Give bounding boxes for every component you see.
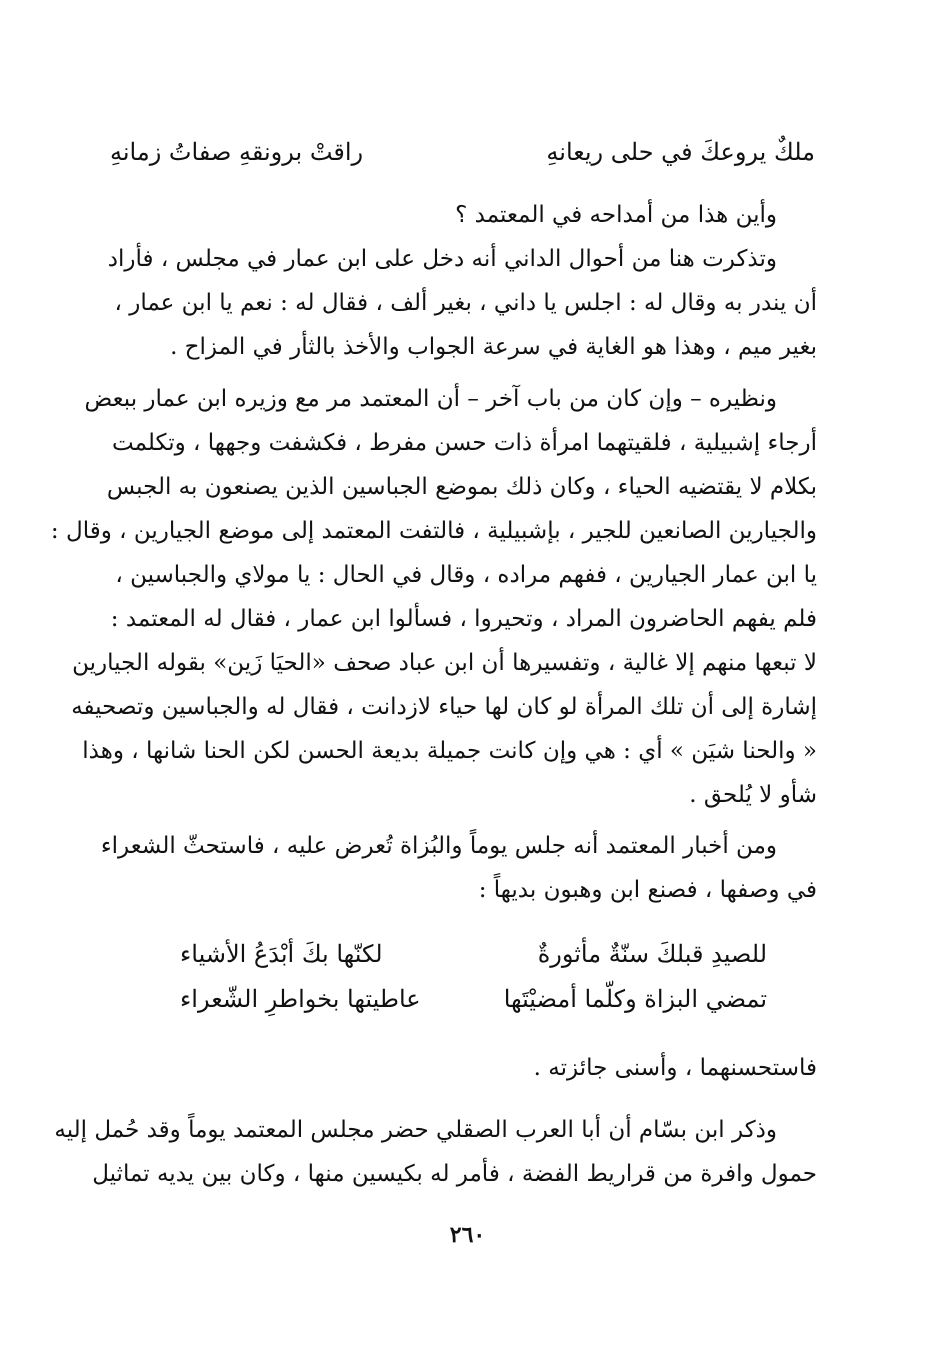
paragraph-line: بكلام لا يقتضيه الحياء ، وكان ذلك بموضع الجباسين الذين يصنعون به الجبس <box>106 474 817 500</box>
couplet-hemistich-1: تمضي البزاة وكلّما أمضيْتَها <box>503 985 767 1013</box>
paragraph-line: والجيارين الصانعين للجير ، بإشبيلية ، فالتفت المعتمد إلى موضع الجيارين ، وقال : <box>50 518 817 544</box>
couplet-hemistich-2: لكنّها بكَ أبْدَعُ الأشياء <box>180 940 383 968</box>
paragraph-line: في وصفها ، فصنع ابن وهبون بديهاً : <box>478 877 817 903</box>
paragraph-line: وأين هذا من أمداحه في المعتمد ؟ <box>455 202 777 228</box>
paragraph-line: بغير ميم ، وهذا هو الغاية في سرعة الجواب والأخذ بالثأر في المزاح . <box>170 334 817 360</box>
paragraph-1 <box>118 193 817 237</box>
paragraph-line: « والحنا شيَن » أي : هي وإن كانت جميلة بديعة الحسن لكن الحنا شانها ، وهذا <box>82 738 817 764</box>
couplet-row <box>180 985 767 1030</box>
couplet <box>180 940 767 1030</box>
paragraph-line: شأو لا يُلحق . <box>689 782 817 808</box>
couplet-row <box>180 940 767 985</box>
paragraph-line: ومن أخبار المعتمد أنه جلس يوماً والبُزاة تُعرض عليه ، فاستحثّ الشعراء <box>100 833 777 859</box>
verse-hemistich-1: ملكٌ يروعكَ في حلى ريعانهِ <box>546 138 815 166</box>
couplet-hemistich-1: للصيدِ قبلكَ سنّةٌ مأثورةٌ <box>537 940 767 968</box>
paragraph-4 <box>100 824 817 912</box>
verse-hemistich-2: راقتْ برونقهِ صفاتُ زمانهِ <box>110 138 364 166</box>
paragraph-6 <box>54 1108 817 1196</box>
verse-top <box>110 138 815 167</box>
paragraph-3 <box>50 377 817 817</box>
paragraph-line: أن يندر به وقال له : اجلس يا داني ، بغير ألف ، فقال له : نعم يا ابن عمار ، <box>114 290 817 316</box>
paragraph-line: حمول وافرة من قراريط الفضة ، فأمر له بكيسين منها ، وكان بين يديه تماثيل <box>92 1161 817 1187</box>
paragraph-line: لا تبعها منهم إلا غالية ، وتفسيرها أن ابن عباد صحف «الحيَا زَين» بقوله الجيارين <box>72 650 817 676</box>
paragraph-line: فاستحسنهما ، وأسنى جائزته . <box>533 1055 817 1081</box>
paragraph-line: ونظيره – وإن كان من باب آخر – أن المعتمد مر مع وزيره ابن عمار ببعض <box>84 386 777 412</box>
paragraph-line: إشارة إلى أن تلك المرأة لو كان لها حياء لازدانت ، فقال له والجباسين وتصحيفه <box>71 694 817 720</box>
paragraph-line: وتذكرت هنا من أحوال الداني أنه دخل على ابن عمار في مجلس ، فأراد <box>107 246 777 272</box>
paragraph-2 <box>107 237 817 369</box>
paragraph-line: أرجاء إشبيلية ، فلقيتهما امرأة ذات حسن مفرط ، فكشفت وجهها ، وتكلمت <box>112 430 817 456</box>
paragraph-line: يا ابن عمار الجيارين ، ففهم مراده ، وقال في الحال : يا مولاي والجباسين ، <box>115 562 817 588</box>
paragraph-line: وذكر ابن بسّام أن أبا العرب الصقلي حضر مجلس المعتمد يوماً وقد حُمل إليه <box>54 1117 777 1143</box>
paragraph-5 <box>118 1046 817 1090</box>
paragraph-line: فلم يفهم الحاضرون المراد ، وتحيروا ، فسألوا ابن عمار ، فقال له المعتمد : <box>110 606 817 632</box>
page-number: ٢٦٠ <box>449 1222 486 1248</box>
couplet-hemistich-2: عاطيتها بخواطرِ الشّعراء <box>180 985 421 1013</box>
